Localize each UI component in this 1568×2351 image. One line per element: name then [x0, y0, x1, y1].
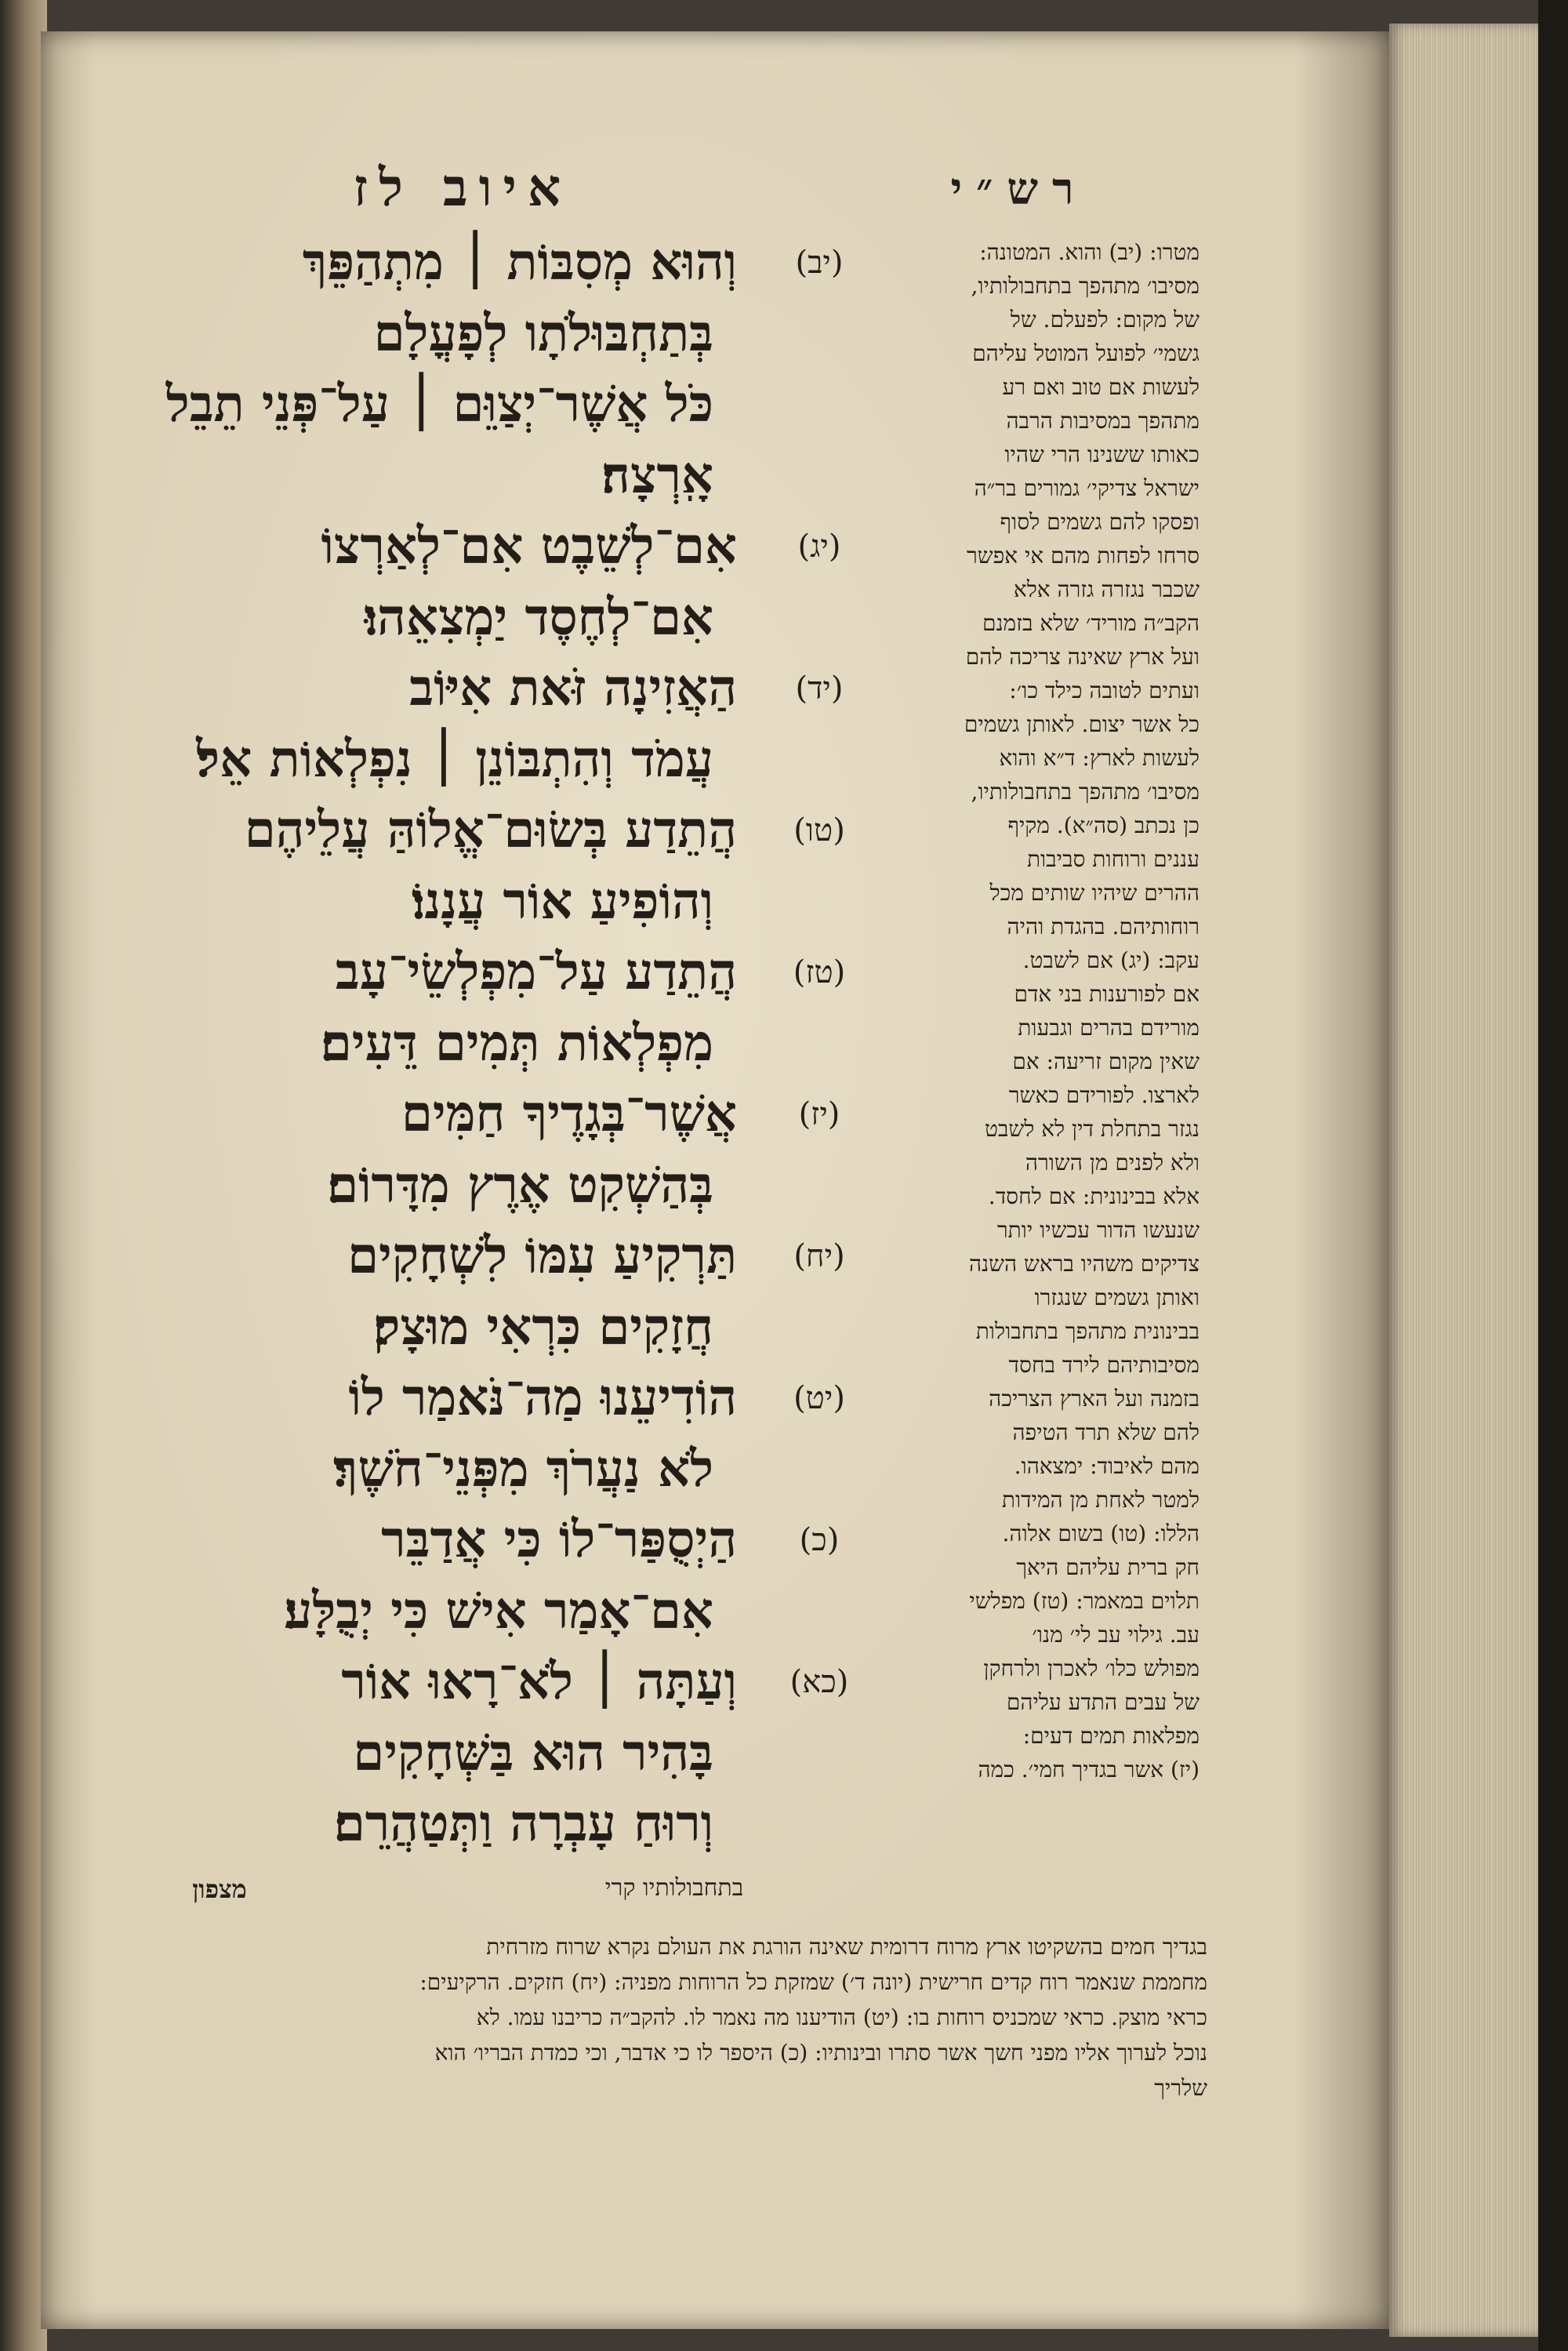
- rashi-line: מתהפך במסיבות הרבה: [1006, 408, 1200, 434]
- verse-number: (יח): [793, 1238, 845, 1274]
- rashi-line: נגזר בתחלת דין לא לשבט: [985, 1116, 1200, 1142]
- rashi-line: לארצו. לפורידם כאשר: [1008, 1082, 1200, 1108]
- verse-line: חֲזָקִים כִּרְאִי מוּצָק׃: [373, 1297, 713, 1357]
- verse-line: אִם־לְשֵׁבֶט אִם־לְאַרְצוֹ: [321, 517, 737, 576]
- left-page-edge: [0, 0, 47, 2351]
- rashi-line: של עבים התדע עליהם: [1006, 1689, 1200, 1715]
- rashi-line: ועל ארץ שאינה צריכה להם: [965, 644, 1200, 670]
- rashi-line: מסיבותיהם לירד בחסד: [1008, 1352, 1200, 1378]
- verse-number: (יג): [797, 529, 841, 565]
- rashi-line: גשמי׳ לפועל המוטל עליהם: [972, 340, 1200, 366]
- verse-line: בְּהַשְׁקִט אֶרֶץ מִדָּרוֹם׃: [327, 1155, 713, 1215]
- rashi-line: מהם לאיבוד: ימצאהו.: [1014, 1453, 1200, 1479]
- rashi-line: שכבר נגזרה גזרה אלא: [1013, 576, 1200, 602]
- rashi-line: כן נכתב (סה״א). מקיף: [1007, 812, 1200, 838]
- rashi-line: מפלאות תמים דעים:: [1022, 1723, 1200, 1749]
- bottom-commentary: [71, 1929, 1207, 2125]
- rashi-line: כאותו ששנינו הרי שהיו: [1004, 441, 1200, 467]
- bottom-commentary-line: שלריך: [1154, 2075, 1207, 2101]
- verse-line: הַאֲזִינָה זֹּאת אִיּוֹב: [409, 659, 737, 718]
- rashi-line: ועתים לטובה כילד כו׳:: [1009, 678, 1200, 703]
- verse-number: (טז): [793, 954, 846, 990]
- rashi-line: מפולש כלו׳ לאכרן ולרחקן: [983, 1655, 1200, 1681]
- rashi-line: ישראל צדיקי׳ גמורים בר״ה: [974, 475, 1200, 501]
- rashi-line: הללו: (טו) בשום אלוה.: [1002, 1521, 1200, 1546]
- page-block-edges: [1389, 24, 1538, 2337]
- rashi-line: ואותן גשמים שנגזרו: [1034, 1285, 1200, 1310]
- rashi-line: לעשות לארץ: ד״א והוא: [999, 745, 1200, 771]
- bottom-commentary-line: נוכל לערוך אליו מפני חשך אשר סתרו ובינותיו: (כ) היספר לו כי אדבר, וכי כמדת הבריו׳ הוא: [434, 2040, 1207, 2066]
- verse-number: (כא): [789, 1664, 849, 1700]
- verse-line: אֲשֶׁר־בְּגָדֶיךָ חַמִּים: [401, 1085, 737, 1143]
- verse-line: לֹא נַעֲרֹךְ מִפְּנֵי־חֹשֶׁךְ׃: [333, 1439, 713, 1499]
- bottom-commentary-line: כראי מוצק. כראי שמכניס רוחות בו: (יט) הודיענו מה נאמר לו. להקב״ה כריבנו עמו. לא: [476, 2004, 1207, 2030]
- verse-line: כֹּל אֲשֶׁר־יְצַוֵּם ׀ עַל־פְּנֵי תֵבֵל: [165, 375, 713, 434]
- verse-number: (יז): [798, 1096, 840, 1132]
- bottom-commentary-line: מחממת שנאמר רוח קדים חרישית (יונה ד׳) שמזקת כל הרוחות מפניה: (יח) חזקים. הרקיעים:: [419, 1969, 1207, 1995]
- rashi-line: ולא לפנים מן השורה: [1025, 1150, 1200, 1176]
- rashi-line: בזמנה ועל הארץ הצריכה: [989, 1386, 1200, 1412]
- verse-line: הֲתֵדַע בְּשׂוּם־אֱלוֹהַּ עֲלֵיהֶם: [244, 801, 737, 859]
- rashi-line: כל אשר יצום. לאותן גשמים: [964, 711, 1200, 737]
- running-title: איוב לז: [353, 157, 572, 218]
- rashi-line: (יז) אשר בגדיך חמי׳. כמה: [978, 1757, 1200, 1782]
- verse-line: אָֽרְצָה׃: [601, 445, 713, 505]
- verse-number: (כ): [799, 1522, 840, 1558]
- verse-line: אִם־לְחֶסֶד יַמְצִאֵהוּ׃: [364, 587, 713, 647]
- verse-line: וְהוּא מְסִבּוֹת ׀ מִתְהַפֵּךְ: [302, 233, 737, 292]
- rashi-line: אם לפורענות בני אדם: [1014, 981, 1200, 1007]
- rashi-line: שנעשו הדור עכשיו יותר: [996, 1217, 1200, 1243]
- verse-line: וְהוֹפִיעַ אוֹר עֲנָנוֹ׃: [411, 871, 713, 931]
- rashi-line: חק ברית עליהם היאך: [1016, 1554, 1200, 1580]
- catchword: מצפון: [192, 1874, 247, 1904]
- rashi-line: לעשות אם טוב ואם רע: [1002, 374, 1200, 400]
- verse-line: עֲמֹד וְהִתְבּוֹנֵן ׀ נִפְלְאוֹת אֵל׃: [196, 729, 713, 789]
- verse-line: וְעַתָּה ׀ לֹא־רָאוּ אוֹר: [341, 1652, 737, 1711]
- verse-column: [63, 227, 847, 1859]
- rashi-line: רוחותיהם. בהגדת והיה: [1007, 914, 1200, 939]
- rashi-line: הקב״ה מוריד׳ שלא בזמנם: [982, 610, 1200, 636]
- rashi-line: עננים ורוחות סביבות: [1026, 846, 1200, 872]
- rashi-line: סרחו לפחות מהם אי אפשר: [967, 543, 1200, 569]
- verse-line: בָּהִיר הוּא בַּשְּׁחָקִים: [353, 1723, 713, 1782]
- verse-number: (יד): [795, 670, 844, 707]
- rashi-header: רש״י: [950, 163, 1088, 215]
- rashi-commentary-column: [862, 235, 1200, 1929]
- rashi-line: ופסקו להם גשמים לסוף: [1000, 509, 1200, 535]
- rashi-line: מסיבו׳ מתהפך בתחבולותיו,: [971, 779, 1200, 805]
- verse-line: אִם־אָמַר אִישׁ כִּי יְבֻלָּע׃: [284, 1581, 713, 1641]
- rashi-line: עקב: (יג) אם לשבט.: [1022, 947, 1200, 973]
- rashi-line: תלוים במאמר: (טז) מפלשי: [969, 1588, 1200, 1614]
- verse-number: (יט): [793, 1380, 845, 1416]
- verse-line: הוֹדִיעֵנוּ מַה־נֹּאמַר לוֹ: [348, 1368, 737, 1427]
- verse-line: הַיְסֻפַּר־לוֹ כִּי אֲדַבֵּר: [381, 1510, 737, 1569]
- rashi-line: מטרו: (יב) והוא. המטונה:: [979, 239, 1200, 265]
- book-cover-edge: [1538, 0, 1568, 2351]
- rashi-line: אלא בבינונית: אם לחסד.: [988, 1183, 1200, 1209]
- rashi-line: צדיקים משהיו בראש השנה: [968, 1251, 1200, 1277]
- rashi-line: בבינונית מתהפך בתחבולות: [975, 1318, 1200, 1344]
- verse-line: וְרוּחַ עָבְרָה וַתְּטַהֲרֵם׃: [333, 1794, 713, 1853]
- verse-number: (יב): [795, 245, 844, 281]
- verse-line: הֲתֵדַע עַל־מִפְלְשֵׂי־עָב: [335, 943, 737, 1001]
- keri-note: בתחבולותיו קרי: [604, 1874, 744, 1902]
- rashi-line: להם שלא תרד הטיפה: [1012, 1419, 1200, 1445]
- verse-line: בְּתַחְבּוּלֹתָו לְפָעֳלָם: [373, 303, 713, 363]
- rashi-line: שאין מקום זריעה: אם: [1012, 1048, 1200, 1074]
- verse-line: תַּרְקִיעַ עִמּוֹ לִשְׁחָקִים: [347, 1226, 737, 1285]
- rashi-line: ההרים שיהיו שותים מכל: [989, 880, 1200, 906]
- rashi-line: מסיבו׳ מתהפך בתחבולותיו,: [971, 273, 1200, 299]
- rashi-line: למטר לאחת מן המידות: [1001, 1487, 1200, 1513]
- bottom-commentary-line: בגדיך חמים בהשקיטו ארץ מרוח דרומית שאינה הורגת את העולם נקרא שרוח מזרחית: [486, 1934, 1207, 1960]
- rashi-line: של מקום: לפעלם. של: [1010, 307, 1200, 332]
- rashi-line: עב. גילוי עב לי׳ מנו׳: [1032, 1622, 1200, 1648]
- verse-number: (טו): [793, 812, 845, 848]
- rashi-line: מורידם בהרים וגבעות: [1018, 1015, 1200, 1041]
- verse-line: מִפְלְאוֹת תְּמִים דֵּעִים׃: [320, 1013, 713, 1073]
